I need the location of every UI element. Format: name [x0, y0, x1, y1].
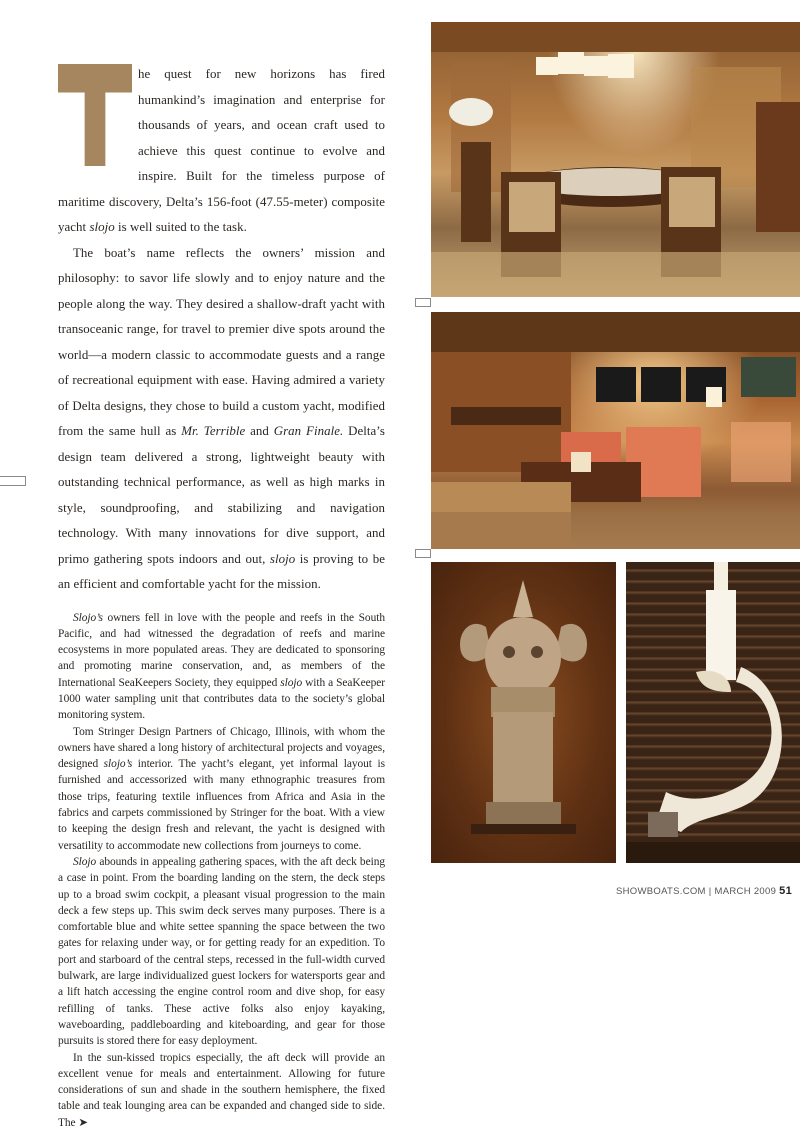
- article-body: [58, 610, 385, 1131]
- article-lead: [58, 62, 385, 598]
- body-text: In the sun-kissed tropics especially, the aft deck will provide an excellent venue for meals and entertainment. Allowing for future considerations of sun and shade in the southern hemisphere, the fixed table and teak lounging area can be expanded and changed side to side. The: [58, 1052, 385, 1129]
- dining-room-photo: [431, 22, 800, 297]
- footer-issue: MARCH 2009: [715, 886, 777, 897]
- page-number: 51: [779, 885, 792, 897]
- photo-divider-tab: [415, 298, 431, 307]
- lead-text: he quest for new horizons has fired humankind’s imagination and enterprise for thousands of years, and ocean craft used to achieve this quest continue to evolve and inspire. Built for the timeless purpose of maritime discovery, Delta’s 156-foot (47.55-meter) composite yacht: [58, 67, 385, 234]
- yacht-name-mr-terrible: Mr. Terrible: [181, 424, 245, 438]
- horn-sculpture-illustration: [626, 562, 800, 863]
- lead-text: Delta’s design team delivered a strong, lightweight beauty with outstanding technical performance, as well as high marks in style, soundproofing, and stabilizing and navigation technology. With many innovations for dive support, and primo gathering spots indoors and out,: [58, 424, 385, 566]
- page-footer: [616, 885, 792, 897]
- yacht-name: slojo’s: [104, 758, 133, 770]
- body-paragraph: [58, 724, 385, 854]
- salon-lounge-photo: [431, 312, 800, 549]
- footer-site: SHOWBOATS.COM: [616, 886, 706, 897]
- lead-text: is proving to be an efficient and comfortable yacht for the mission.: [58, 552, 385, 592]
- body-text: owners fell in love with the people and reefs in the South Pacific, and had witnessed the degradation of reefs and marine ecosystems in more populated areas. They are dedicated to sponsoring and promoting marine conservation, and, as members of the International SeaKeepers Society, they equipped: [58, 612, 385, 689]
- lead-paragraph-2: [58, 241, 385, 598]
- carved-statue-illustration: [431, 562, 616, 863]
- body-text: with a SeaKeeper 1000 water sampling unit that contributes data to the society’s global monitoring system.: [58, 677, 385, 722]
- drop-cap: T: [58, 64, 132, 166]
- dining-room-illustration: [431, 22, 800, 297]
- body-text: abounds in appealing gathering spaces, with the aft deck being a case in point. From the boarding landing on the stern, the deck steps up to a broad swim cockpit, a pleasant visual progression to the main deck a few steps up. This swim deck serves many purposes. There is a comfortable blue and white settee spanning the space between the two gates for relaxing under way, or for getting ready for an expedition. To port and starboard of the central steps, recessed in the full-width curved bulwark, are large individualized guest lockers for watersports gear and a lift hatch accessing the engine control room and dive shop, for easy refilling of tanks. These active folks also enjoy kayaking, waveboarding, paddleboarding and kiteboarding, and gear for those pursuits is stored there for easy deployment.: [58, 856, 385, 1047]
- yacht-name-gran-finale: Gran Finale.: [274, 424, 344, 438]
- page-edge-tab: [0, 476, 26, 486]
- carved-statue-photo: [431, 562, 616, 863]
- yacht-name: slojo: [89, 220, 114, 234]
- lead-text: and: [245, 424, 273, 438]
- salon-lounge-illustration: [431, 312, 800, 549]
- lead-paragraph-1: [58, 62, 385, 241]
- body-paragraph: [58, 610, 385, 724]
- body-text: Tom Stringer Design Partners of Chicago, Illinois, with whom the owners have shared a long history of architectural projects and voyages, designed: [58, 726, 385, 771]
- lead-text: The boat’s name reflects the owners’ mission and philosophy: to savor life slowly and to enjoy nature and the people along the way. They desired a shallow-draft yacht with transoceanic range, for travel to premier dive spots around the world—a modern classic to accommodate guests and a range of recreational equipment with ease. Having admired a variety of Delta designs, they chose to build a custom yacht, modified from the same hull as: [58, 246, 385, 439]
- body-paragraph: [58, 854, 385, 1050]
- yacht-name: slojo: [280, 677, 302, 689]
- article-column: [58, 62, 385, 1131]
- body-text: interior. The yacht’s elegant, yet informal layout is furnished and accessorized with many ethnographic treasures from those trips, featuring textile influences from Africa and Asia in the fabrics and carpets commissioned by Stringer for the boat. With a view to keeping the design fresh and relevant, the yacht is designed with versatility to accommodate new collections from journeys to come.: [58, 758, 385, 851]
- yacht-name: Slojo’s: [73, 612, 103, 624]
- photo-divider-tab: [415, 549, 431, 558]
- lead-text-end: is well suited to the task.: [115, 220, 247, 234]
- horn-sculpture-photo: [626, 562, 800, 863]
- footer-separator: |: [709, 886, 712, 897]
- continue-arrow-icon: ➤: [78, 1117, 88, 1129]
- body-paragraph: [58, 1050, 385, 1131]
- yacht-name: slojo: [270, 552, 295, 566]
- yacht-name: Slojo: [73, 856, 96, 868]
